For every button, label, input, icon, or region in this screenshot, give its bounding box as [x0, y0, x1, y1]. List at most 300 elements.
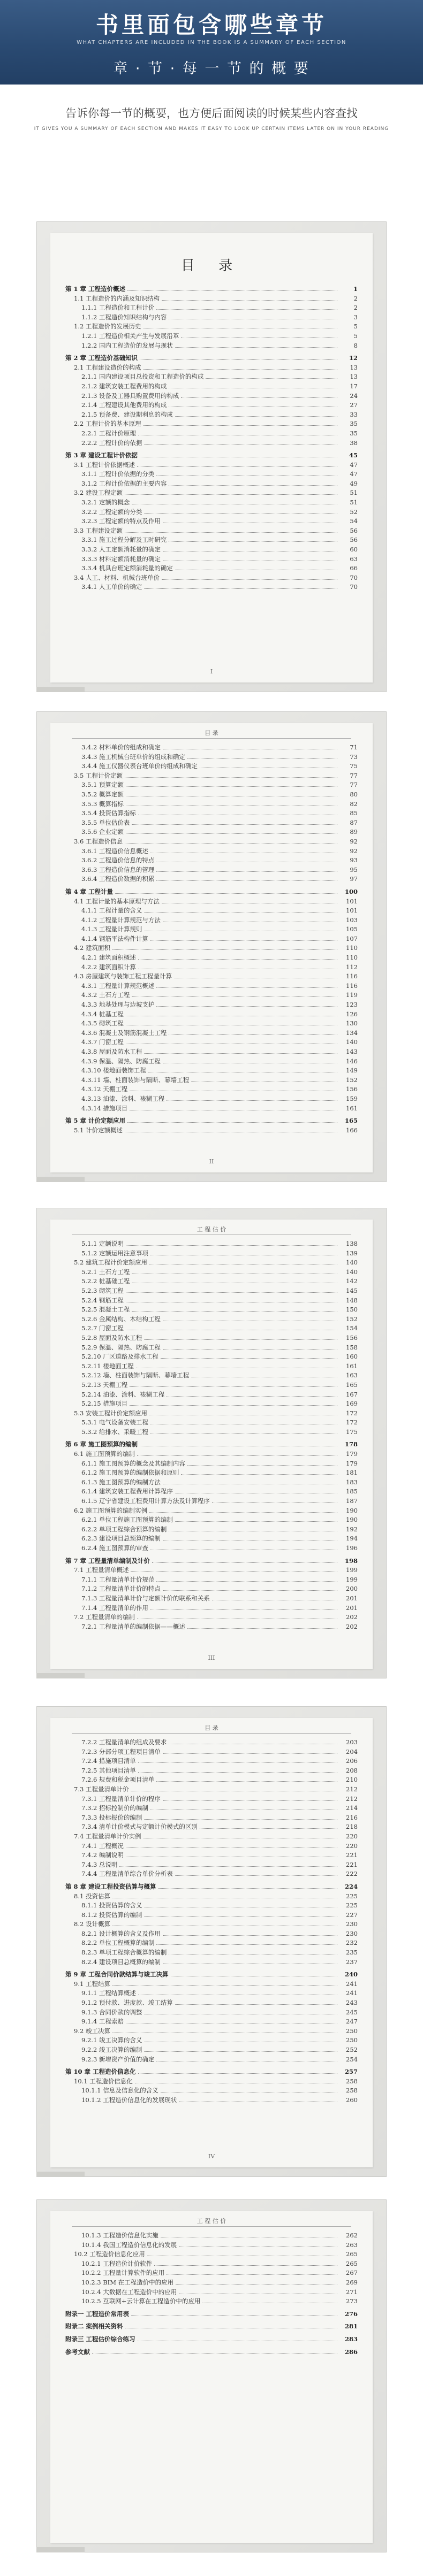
- toc-section-entry: [65, 780, 358, 790]
- toc-section-entry: [65, 517, 358, 526]
- toc-entry-title: 3.5.2 概算定额: [81, 790, 124, 798]
- toc-page-number: 24: [350, 392, 358, 400]
- leader-dots: [156, 865, 337, 872]
- toc-page-number: 190: [346, 1516, 358, 1524]
- toc-section-entry: [65, 322, 358, 332]
- toc-page-number: 143: [346, 1048, 358, 1055]
- toc-page-number: 52: [350, 508, 358, 516]
- leader-dots: [179, 2241, 337, 2247]
- leader-dots: [126, 1842, 337, 1848]
- leader-dots: [163, 916, 337, 922]
- toc-section-entry: [65, 2278, 358, 2288]
- toc-page-number: 116: [346, 982, 358, 990]
- toc-page-scan: [36, 711, 387, 1182]
- toc-entry-title: 2.1.3 设备及工器具购置费用的构成: [81, 392, 179, 400]
- toc-section-entry: [65, 1738, 358, 1747]
- toc-entry-title: 5.2.8 屋面及防水工程: [81, 1333, 142, 1341]
- toc-page-number: 139: [346, 1249, 358, 1257]
- leader-dots: [156, 1775, 337, 1782]
- toc-entry-title: 4.3.9 保温、隔热、防腐工程: [81, 1057, 161, 1065]
- toc-entry-title: 3.2 建设工程定额: [74, 489, 123, 497]
- toc-section-entry: [65, 410, 358, 420]
- toc-page-number: 116: [346, 972, 358, 980]
- toc-page-number: 134: [346, 1029, 358, 1037]
- toc-section-entry: [65, 2036, 358, 2045]
- toc-entry-title: 10.2.1 工程造价计价软件: [81, 2259, 153, 2267]
- toc-section-entry: [65, 2250, 358, 2259]
- leader-dots: [126, 1851, 337, 1857]
- toc-page-number: 82: [350, 800, 358, 808]
- toc-page-number: 165: [344, 1117, 358, 1125]
- toc-section-entry: [65, 1901, 358, 1911]
- leader-dots: [126, 780, 337, 787]
- toc-section-entry: [65, 790, 358, 800]
- toc-section-entry: [65, 1989, 358, 1998]
- toc-page-number: 257: [344, 2068, 358, 2076]
- toc-page-number: 161: [346, 1362, 358, 1370]
- toc-section-entry: [65, 382, 358, 392]
- toc-section-entry: [65, 479, 358, 489]
- toc-entry-title: 3.6.2 工程造价信息的特点: [81, 856, 155, 864]
- book-page: [50, 1220, 373, 1669]
- toc-page-number: 273: [346, 2297, 358, 2305]
- toc-page-number: 63: [350, 555, 358, 563]
- toc-entry-title: 3.6.1 工程造价信息概述: [81, 847, 148, 855]
- toc-entry-title: 3.3.2 人工定额消耗量的确定: [81, 546, 161, 554]
- toc-section-entry: [65, 1315, 358, 1324]
- toc-page-number: 152: [346, 1076, 358, 1084]
- toc-entry-title: 3.3.1 施工过程分解及工时研究: [81, 536, 167, 544]
- toc-page-number: 169: [346, 1400, 358, 1408]
- leader-dots: [136, 1362, 337, 1368]
- leader-dots: [150, 1604, 337, 1610]
- toc-entry-title: 7.1.4 工程量清单的作用: [81, 1604, 148, 1612]
- leader-dots: [148, 1066, 337, 1072]
- leader-dots: [138, 809, 337, 815]
- toc-entry-title: 第 9 章 工程合同价款结算与竣工决算: [65, 1971, 169, 1979]
- toc-page-number: 163: [346, 1371, 358, 1379]
- leader-dots: [175, 410, 337, 417]
- intro-english: IT GIVES YOU A SUMMARY OF EACH SECTION AND MAKES IT EASY TO LOOK UP CERTAIN ITEMS LATER ON IN YOUR READING: [34, 126, 389, 132]
- intro-text: 告诉你每一节的概要，也方便后面阅读的时候某些内容查找: [65, 107, 358, 120]
- toc-entry-title: 4.3.8 屋面及防水工程: [81, 1048, 142, 1055]
- toc-entry-title: 附录二 案例相关资料: [65, 2322, 123, 2330]
- leader-dots: [144, 2008, 337, 2014]
- leader-dots: [143, 363, 337, 370]
- toc-section-entry: [65, 2268, 358, 2278]
- page-folio: IV: [208, 2153, 215, 2160]
- leader-dots: [127, 1116, 337, 1123]
- leader-dots: [130, 1085, 337, 1091]
- toc-page-number: 269: [346, 2278, 358, 2286]
- toc-entry-title: 5.2.1 土石方工程: [81, 1268, 130, 1276]
- leader-dots: [162, 897, 337, 903]
- toc-entry-title: 9.1.3 合同价款的调整: [81, 2008, 142, 2016]
- leader-dots: [126, 790, 337, 796]
- leader-dots: [144, 508, 337, 514]
- toc-page-number: 178: [344, 1440, 358, 1448]
- leader-dots: [169, 401, 337, 407]
- toc-page-number: 221: [346, 1851, 358, 1859]
- toc-section-entry: [65, 535, 358, 545]
- toc-section-entry: [65, 564, 358, 573]
- toc-entry-title: 3.5.5 单位估价表: [81, 818, 130, 826]
- leader-dots: [140, 451, 337, 457]
- toc-page-number: 258: [346, 2087, 358, 2095]
- toc-entry-title: 7.3.3 投标报价的编制: [81, 1813, 142, 1821]
- toc-chapter-entry: [65, 1440, 358, 1450]
- toc-section-entry: [65, 1409, 358, 1419]
- toc-page-number: 210: [346, 1776, 358, 1784]
- toc-page-number: 230: [346, 1929, 358, 1937]
- toc-entry-title: 4.3.13 油漆、涂料、裱糊工程: [81, 1094, 165, 1102]
- leader-dots: [169, 1029, 337, 1035]
- toc-entry-title: 第 3 章 建设工程计价依据: [65, 451, 138, 459]
- leader-dots: [149, 1409, 337, 1415]
- toc-page-number: 60: [350, 546, 358, 554]
- leader-dots: [126, 1286, 337, 1293]
- toc-page-number: 241: [346, 1989, 358, 1997]
- toc-chapter-entry: [65, 2310, 358, 2319]
- toc-entry-title: 7.2.6 规费和税金项目清单: [81, 1776, 155, 1784]
- toc-page-scan: [36, 1208, 387, 1678]
- toc-page-number: 276: [344, 2310, 358, 2318]
- toc-section-entry: [65, 488, 358, 498]
- toc-page-number: 200: [346, 1585, 358, 1593]
- toc-page-number: 105: [346, 925, 358, 933]
- toc-section-entry: [65, 1851, 358, 1860]
- toc-entry-title: 10.2.2 工程量计算软件的应用: [81, 2269, 165, 2277]
- toc-entry-title: 7.3.1 工程量清单计价的程序: [81, 1795, 161, 1803]
- toc-chapter-entry: [65, 2067, 358, 2077]
- toc-page-number: 286: [344, 2348, 358, 2356]
- toc-page-number: 54: [350, 517, 358, 525]
- leader-dots: [169, 1738, 337, 1744]
- toc-page-number: 221: [346, 1860, 358, 1868]
- leader-dots: [138, 429, 337, 435]
- leader-dots: [163, 517, 337, 523]
- toc-entry-title: 2.1 工程建设造价的构成: [74, 363, 141, 371]
- toc-page-number: 245: [346, 2008, 358, 2016]
- toc-entry-title: 8.1.1 投资估算的含义: [81, 1902, 142, 1910]
- toc-page-number: 262: [346, 2232, 358, 2239]
- leader-dots: [162, 294, 337, 301]
- toc-section-entry: [65, 1066, 358, 1076]
- toc-page-number: 165: [346, 1381, 358, 1389]
- toc-section-entry: [65, 526, 358, 536]
- toc-page-number: 110: [346, 944, 358, 952]
- toc-page-number: 265: [346, 2259, 358, 2267]
- toc-entry-title: 8.2.3 单项工程综合概算的编制: [81, 1949, 167, 1957]
- toc-entry-title: 10.1.1 信息及信息化的含义: [81, 2087, 158, 2095]
- toc-section-entry: [65, 1958, 358, 1967]
- toc-section-entry: [65, 1000, 358, 1010]
- toc-page-number: 119: [346, 991, 358, 999]
- toc-entry-title: 7.2.3 分部分项工程项目清单: [81, 1747, 161, 1755]
- leader-dots: [175, 564, 337, 570]
- leader-dots: [126, 2017, 337, 2023]
- toc-page-number: 214: [346, 1804, 358, 1812]
- toc-section-entry: [65, 809, 358, 818]
- leader-dots: [130, 1381, 337, 1387]
- leader-dots: [150, 1428, 337, 1434]
- toc-section-entry: [65, 1747, 358, 1757]
- toc-entry-title: 4.3.6 混凝土及钢筋混凝土工程: [81, 1029, 167, 1037]
- page-folio: I: [210, 668, 213, 675]
- toc-page-number: 283: [344, 2335, 358, 2343]
- toc-entry-title: 3.6.3 工程造价信息的管理: [81, 865, 155, 873]
- leader-dots: [144, 1911, 337, 1917]
- toc-page-number: 252: [346, 2046, 358, 2053]
- toc-entry-title: 4.1.2 工程量计算规范与方法: [81, 916, 161, 924]
- toc-chapter-entry: [65, 285, 358, 294]
- toc-page-number: 183: [346, 1478, 358, 1486]
- toc-entry-title: 5.2.13 天棚工程: [81, 1381, 128, 1389]
- toc-entry-title: 1.1.2 工程造价知识结构与内容: [81, 313, 167, 321]
- leader-dots: [169, 479, 337, 486]
- toc-page-number: 80: [350, 790, 358, 798]
- toc-entry-title: 5.2.4 钢筋工程: [81, 1296, 124, 1304]
- toc-section-entry: [65, 2027, 358, 2036]
- leader-dots: [126, 1296, 337, 1302]
- header-subtitle: 章 · 节 · 每 一 节 的 概 要: [113, 60, 310, 77]
- toc-page-number: 265: [346, 2250, 358, 2258]
- toc-section-entry: [65, 1980, 358, 1989]
- toc-section-entry: [65, 1268, 358, 1277]
- toc-page-number: 49: [350, 479, 358, 487]
- toc-entry-title: 4.3.3 地基处理与边坡支护: [81, 1001, 155, 1009]
- toc-page-number: 232: [346, 1939, 358, 1947]
- toc-entry-title: 第 6 章 施工图预算的编制: [65, 1440, 138, 1448]
- leader-dots: [156, 1575, 337, 1582]
- toc-page-number: 142: [346, 1277, 358, 1285]
- leader-dots: [131, 1566, 337, 1572]
- leader-dots: [147, 2250, 337, 2256]
- leader-dots: [150, 1418, 337, 1424]
- leader-dots: [163, 1795, 337, 1801]
- toc-section-entry: [65, 1604, 358, 1613]
- toc-section-entry: [65, 2055, 358, 2065]
- toc-section-entry: [65, 1029, 358, 1038]
- toc-entry-title: 2.1.4 工程建设其他费用的构成: [81, 401, 167, 409]
- leader-dots: [171, 1970, 337, 1976]
- toc-entry-title: 4.3.1 工程量计算规范概述: [81, 982, 155, 990]
- leader-dots: [163, 1929, 337, 1936]
- header-english: WHAT CHAPTERS ARE INCLUDED IN THE BOOK IS A SUMMARY OF EACH SECTION: [77, 40, 346, 45]
- toc-page-number: 194: [346, 1535, 358, 1543]
- leader-dots: [112, 1920, 337, 1926]
- toc-entry-title: 3.2.3 工程定额的特点及作用: [81, 517, 161, 525]
- toc-entry-title: 4.3.12 天棚工程: [81, 1085, 128, 1093]
- toc-section-entry: [65, 1822, 358, 1832]
- book-page: [50, 233, 373, 683]
- toc-entry-title: 4.2.2 建筑面积计算: [81, 963, 136, 971]
- leader-dots: [191, 1371, 337, 1377]
- toc-entry-title: 10.2.5 互联网+云计算在工程造价中的应用: [81, 2297, 201, 2305]
- leader-dots: [154, 2259, 337, 2266]
- toc-entry-title: 4.3.14 措施项目: [81, 1104, 128, 1112]
- toc-page-number: 13: [350, 373, 358, 381]
- toc-page-number: 145: [346, 1286, 358, 1294]
- toc-entry-title: 2.1.2 建筑安装工程费用的构成: [81, 382, 167, 390]
- toc-entry-title: 8.2.2 单位工程概算的编制: [81, 1939, 155, 1947]
- toc-page-number: 175: [346, 1428, 358, 1436]
- leader-dots: [212, 1497, 337, 1503]
- leader-dots: [200, 762, 337, 768]
- toc-entry-title: 1.1 工程造价的内涵及知识结构: [74, 294, 160, 302]
- toc-page-number: 160: [346, 1353, 358, 1361]
- leader-dots: [125, 837, 337, 844]
- toc-section-entry: [65, 1305, 358, 1315]
- header-title: 书里面包含哪些章节: [95, 12, 327, 38]
- toc-entry-title: 6.1.4 建筑安装工程费用计算程序: [81, 1488, 173, 1496]
- toc-page-number: 212: [346, 1795, 358, 1803]
- toc-section-entry: [65, 332, 358, 341]
- toc-page-number: 172: [346, 1409, 358, 1417]
- toc-entry-title: 4.3.7 门窗工程: [81, 1038, 124, 1046]
- leader-dots: [112, 1892, 337, 1898]
- toc-page-number: 97: [350, 875, 358, 883]
- toc-section-entry: [65, 865, 358, 875]
- leader-dots: [138, 2067, 337, 2074]
- toc-section-entry: [65, 1842, 358, 1851]
- toc-page-number: 190: [346, 1506, 358, 1514]
- toc-section-entry: [65, 762, 358, 771]
- leader-dots: [144, 1047, 337, 1054]
- toc-entry-title: 7.1 工程量清单概述: [74, 1566, 129, 1574]
- leader-dots: [156, 470, 337, 476]
- page-folio: II: [209, 1158, 214, 1165]
- leader-dots: [169, 1525, 337, 1531]
- toc-entry-title: 8.2.4 建设项目总概算的编制: [81, 1958, 161, 1966]
- toc-entry-title: 7.2.4 措施项目清单: [81, 1757, 136, 1765]
- scan-edge: [36, 2547, 85, 2552]
- toc-page-number: 208: [346, 1766, 358, 1774]
- toc-section-entry: [65, 2077, 358, 2087]
- toc-page-number: 3: [353, 313, 358, 321]
- leader-dots: [138, 963, 337, 969]
- toc-section-entry: [65, 1399, 358, 1409]
- toc-section-entry: [65, 856, 358, 865]
- leader-dots: [149, 1258, 337, 1264]
- toc-entry-title: 3.1.2 工程计价依据的主要内容: [81, 479, 167, 487]
- toc-chapter-entry: [65, 451, 358, 461]
- toc-page-number: 166: [346, 1126, 358, 1134]
- toc-section-entry: [65, 944, 358, 953]
- toc-entry-title: 3.6 工程造价信息: [74, 837, 123, 845]
- leader-dots: [212, 1594, 337, 1600]
- toc-entry-title: 5.1 计价定额概述: [74, 1126, 123, 1134]
- toc-page-number: 156: [346, 1085, 358, 1093]
- toc-entry-title: 5.2.6 金属结构、木结构工程: [81, 1315, 161, 1323]
- leader-dots: [156, 1000, 337, 1007]
- toc-entry-title: 第 10 章 工程造价信息化: [65, 2068, 136, 2076]
- toc-entry-title: 参考文献: [65, 2348, 90, 2356]
- leader-dots: [119, 1860, 337, 1867]
- toc-page-number: 254: [346, 2055, 358, 2063]
- leader-dots: [181, 1468, 337, 1475]
- toc-page-number: 138: [346, 1240, 358, 1247]
- leader-dots: [158, 1882, 337, 1889]
- toc-page-number: 263: [346, 2241, 358, 2249]
- toc-entry-title: 1.1.1 工程造价和工程计价: [81, 304, 155, 312]
- toc-section-entry: [65, 982, 358, 991]
- toc-entry-title: 3.4.4 施工仪器仪表台班单价的组成和确定: [81, 762, 198, 770]
- toc-page-number: 179: [346, 1459, 358, 1467]
- toc-section-entry: [65, 303, 358, 313]
- toc-entry-title: 10.1 工程造价信息化: [74, 2077, 133, 2085]
- leader-dots: [112, 1980, 337, 1986]
- toc-page-number: 148: [346, 1296, 358, 1304]
- toc-section-entry: [65, 1076, 358, 1085]
- toc-section-entry: [65, 1085, 358, 1094]
- toc-page-number: 112: [346, 963, 358, 971]
- toc-page-number: 35: [350, 420, 358, 428]
- toc-entry-title: 3.5.6 企业定额: [81, 828, 124, 836]
- toc-entry-title: 3.2.1 定额的概念: [81, 499, 130, 507]
- toc-section-entry: [65, 1047, 358, 1057]
- leader-dots: [127, 285, 337, 291]
- leader-dots: [137, 461, 337, 467]
- leader-dots: [137, 1450, 337, 1456]
- toc-page-number: 202: [346, 1622, 358, 1630]
- toc-entry-title: 7.4.2 编制说明: [81, 1851, 124, 1859]
- toc-entry-title: 2.1.1 国内建设项目总投资和工程造价的构成: [81, 373, 204, 381]
- toc-entry-title: 5.2 建筑工程计价定额应用: [74, 1259, 147, 1267]
- toc-entry-title: 3.5 工程计价定额: [74, 771, 123, 779]
- toc-section-entry: [65, 1239, 358, 1249]
- leader-dots: [138, 953, 337, 960]
- toc-entry-title: 6.1.3 施工图预算的编制方法: [81, 1478, 161, 1486]
- running-head: 工 程 估 价: [72, 1220, 351, 1235]
- toc-page-number: 71: [350, 743, 358, 751]
- leader-dots: [132, 498, 337, 504]
- toc-page-number: 56: [350, 526, 358, 534]
- toc-section-entry: [65, 1277, 358, 1286]
- toc-entry-title: 第 2 章 工程造价基础知识: [65, 354, 138, 362]
- toc-section-entry: [65, 1019, 358, 1029]
- toc-section-entry: [65, 1506, 358, 1516]
- toc-entry-title: 3.4.2 材料单价的组成和确定: [81, 743, 161, 751]
- toc-page-number: 159: [346, 1094, 358, 1102]
- leader-dots: [130, 1104, 337, 1110]
- toc-page-number: 158: [346, 1343, 358, 1351]
- toc-page-number: 130: [346, 1019, 358, 1028]
- toc-section-entry: [65, 818, 358, 828]
- toc-page-number: 70: [350, 573, 358, 581]
- toc-section-entry: [65, 372, 358, 382]
- leader-dots: [163, 1534, 337, 1540]
- toc-page-number: 77: [350, 771, 358, 779]
- toc-entry-title: 5.2.12 墙、柱面装饰与隔断、幕墙工程: [81, 1371, 190, 1379]
- leader-dots: [115, 887, 337, 894]
- leader-dots: [132, 1305, 337, 1312]
- toc-entry-title: 10.2 工程造价信息化应用: [74, 2250, 145, 2258]
- toc-entry-title: 4.1.3 工程量计算规则: [81, 925, 142, 933]
- toc-entry-title: 6.2.1 单位工程施工图预算的编制: [81, 1516, 173, 1524]
- toc-entry-title: 9.1.1 工程结算概述: [81, 1989, 136, 1997]
- toc-section-entry: [65, 1613, 358, 1622]
- toc-section-entry: [65, 1286, 358, 1296]
- toc-entry-title: 5.2.10 厂区道路及排水工程: [81, 1353, 158, 1361]
- toc-page-number: 51: [350, 499, 358, 507]
- leader-dots: [138, 1766, 337, 1773]
- toc-section-entry: [65, 771, 358, 781]
- toc-entry-title: 7.4.3 总说明: [81, 1860, 118, 1868]
- toc-section-entry: [65, 875, 358, 884]
- toc-section-entry: [65, 1381, 358, 1390]
- toc-page-number: 161: [346, 1104, 358, 1112]
